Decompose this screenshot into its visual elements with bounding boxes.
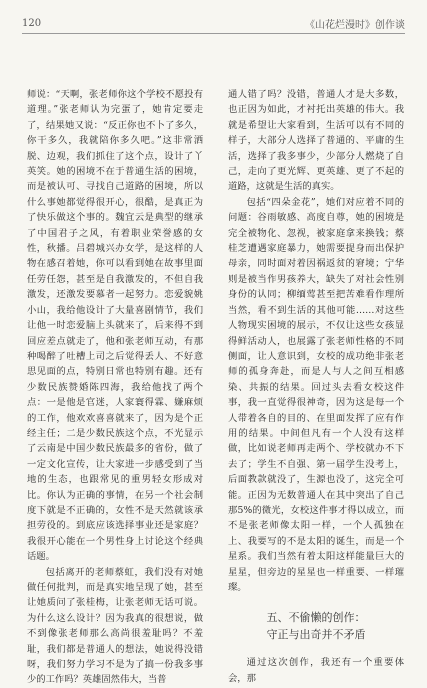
page-number: 120	[22, 17, 42, 29]
paragraph: 通人错了吗？没错，普通人才是大多数，也正因为如此，才衬托出英雄的伟大。我就是希望让大家看到，生活可以有不同的样子，大部分人选择了普通的、平庸的生活，选择了我多事少，少部分人燃烧了自己，走向了更光辉、更英雄、更了不起的道路，这就是生活的真实。	[228, 89, 404, 193]
header-rule	[22, 33, 405, 34]
section-heading	[228, 609, 404, 643]
section-heading-line2: 守正与出奇并不矛盾	[266, 628, 366, 642]
paragraph: 包括离开的老师蔡虹，我们没有对她做任何批判，而是真实地呈现了她，甚至让她质问了张桂梅，让张老师无话可说。为什么这么设计？因为我真的很想说，做不到像张老师那么高尚很羞耻吗？不羞耻，我们都是普通人的想法，她说得没错呀，我们努力学习不是为了搞一份我多事少的工作吗？英雄固然伟大，当普	[27, 566, 203, 686]
running-title: 《山花烂漫时》创作谈	[305, 19, 405, 31]
running-header	[22, 14, 405, 32]
left-column	[27, 87, 203, 688]
paragraph: 通过这次创作，我还有一个重要体会，那	[228, 657, 404, 684]
section-heading-line1: 五、不偷懒的创作：	[266, 611, 366, 625]
right-column	[228, 87, 404, 686]
paragraph: 师说：“天啊，张老师你这个学校不愿投有道理。”张老师认为完蛋了，她肯定要走了，结果她又说：“反正你也不卜了多久，你干多久，我就陪你多久吧。”这非常洒脱、边观，我们抓住了这个点，设计了丫英笑。她的困境不在于普通生活的困境，而是被认可、寻找自己道路的困境，所以什么事她都觉得很开心，很酷，是真正为了快乐做这个事的。魏宜云是典型的继承了中国君子之风，有着职业荣誉感的女性，秋播。吕碧城兴办女学，是这样的人物在感召着她，你可以看到她在故事里面任劳任怨，甚至是自我激发的，不但自我激发，还激发要慕者一起努力。恋爱貌姚小山，我给他设计了大量喜剧情节，我们让他一时恋爱脑上头就来了，后来得不到回应差点就走了，他和张老师互动，有那种喝醉了吐槽上司之后觉得丢人、不好意思见面的点，特别日常也特别有趣。还有少数民族赞婚陈四海，我给他找了两个点：一是他是官迷，人家寰得霖、嫌麻烦的工作，他欢欢喜喜就来了，因为是个正经主任；二是少数民族这个点，不光显示了云南是中国少数民族最多的省份，做了一定文化宣传，让大家进一步感受到了当地的生态，也跟常见的重男轻女形成对比。你认为正确的事情，在另一个社会制度下就是不正确的，女性不是天然就该承担劳役的。到底应该选择事业还是家庭？我很开心能在一个男性身上讨论这个经典话题。	[27, 89, 203, 563]
paragraph: 包括“四朵金花”，她们对应着不同的问题：谷雨敏感、高度自尊，她的困境是完全被物化、忽视，被家庭拿来换钱；蔡桂芝遭遇家庭暴力，她需要提身而出保护母亲，同时面对着因祸返贫的窘境；宁华则是被当作男孩养大，缺失了对社会性别身份的认同；柳缅莺甚至把苦难看作理所当然，看不到生活的其他可能……对这些人物现实困境的展示，不仅让这些女孩显得鲜活动人，也展露了张老师性格的不同侧面，让人意识到，女校的成功绝非张老师的孤身奔赴，而是人与人之间互相感染、共振的结果。回过头去看女校这件事，我一直觉得很神奇，因为这是每一个人带着各自的目的、在里面发挥了应有作用的结果。中间但凡有一个人没有这样做，比如说老师再走两个、学校就办不下去了；学生不自强、第一届学生没考上，后面教款就没了，生源也没了，这完全可能。正因为无数普通人在其中突出了自己那5%的微光，女校这件事才得以成立，而不是张老师像太阳一样，一个人孤独在上、我要写的不是太阳的诞生，而是一个星系。我们当然有着太阳这样能量巨大的星星，但旁边的星星也一样重要、一样璀璨。	[228, 196, 404, 593]
